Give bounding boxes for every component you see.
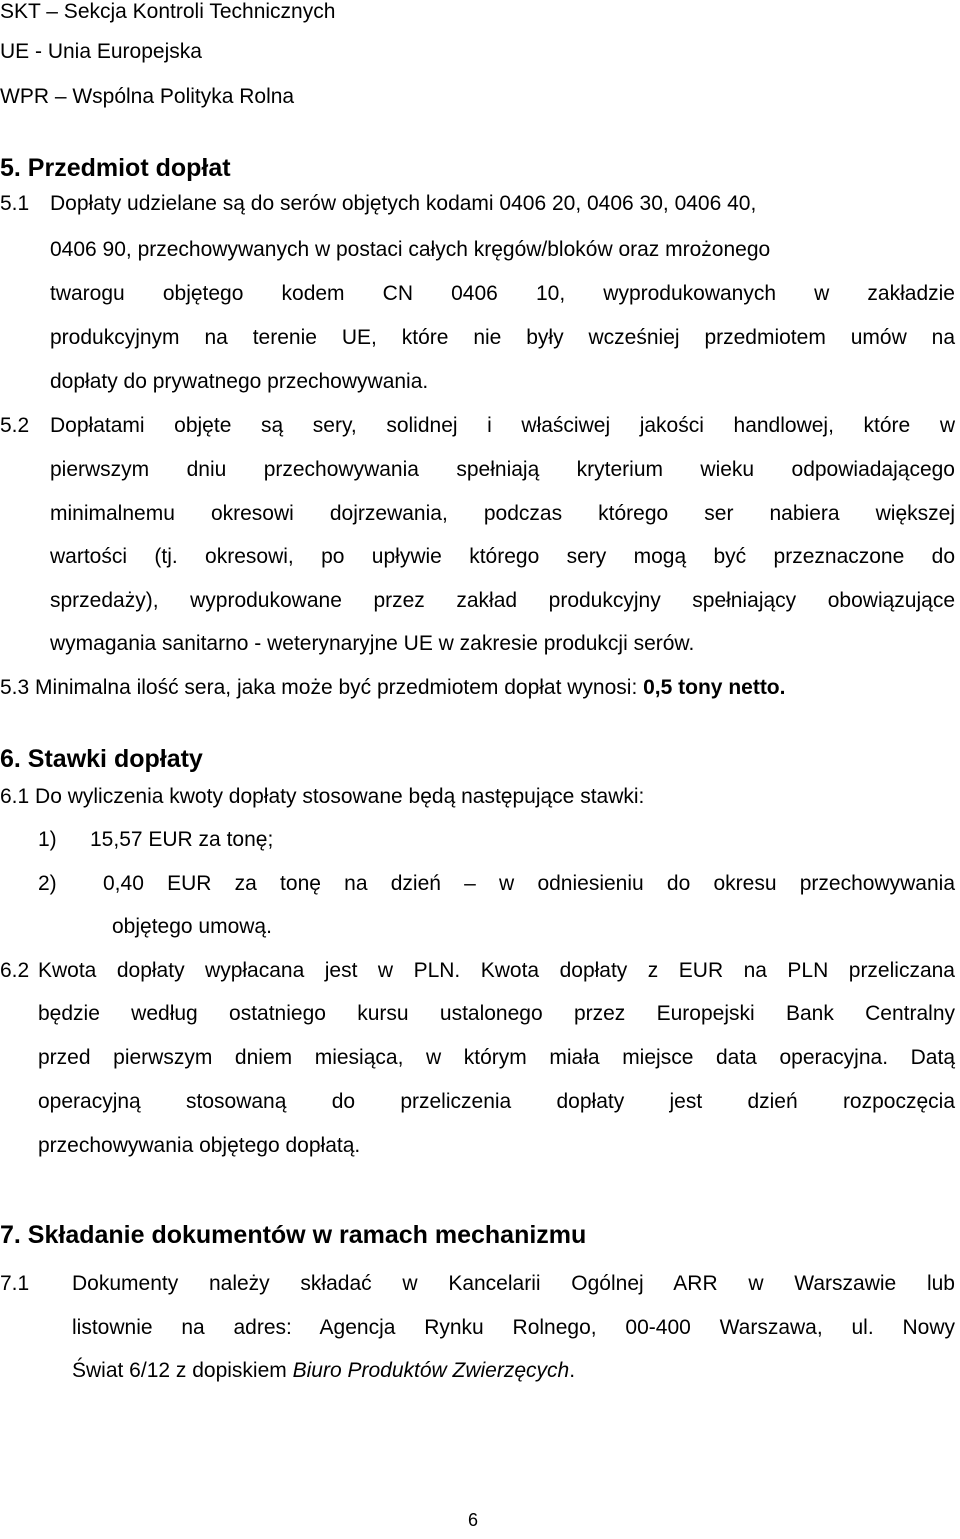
para-7-1-line: Dokumenty należy składać w Kancelarii Ogólnej ARR w Warszawie lub <box>72 1272 955 1295</box>
para-7-1-last-line <box>72 1349 575 1393</box>
para-7-1-italic: Biuro Produktów Zwierzęcych <box>292 1359 570 1382</box>
para-6-1-text: Do wyliczenia kwoty dopłaty stosowane będą następujące stawki: <box>35 785 645 808</box>
section5-heading: 5. Przedmiot dopłat <box>0 154 231 182</box>
abbrev-skt: SKT – Sekcja Kontroli Technicznych <box>0 0 336 23</box>
para-5-1-line: twarogu objętego kodem CN 0406 10, wyprodukowanych w zakładzie <box>50 282 955 305</box>
para-6-2-line: przechowywania objętego dopłatą. <box>38 1134 361 1157</box>
list-item-text: 0,40 EUR za tonę na dzień – w odniesieniu do okresu przechowywania <box>103 872 955 895</box>
para-5-1-line: produkcyjnym na terenie UE, które nie były wcześniej przedmiotem umów na <box>50 326 955 349</box>
para-7-1-last-prefix: Świat 6/12 z dopiskiem <box>72 1359 293 1382</box>
para-5-2-line: wartości (tj. okresowi, po upływie którego sery mogą być przeznaczone do <box>50 545 955 568</box>
para-6-2-number: 6.2 <box>0 959 30 982</box>
para-5-1-line: dopłaty do prywatnego przechowywania. <box>50 370 429 393</box>
section6-heading: 6. Stawki dopłaty <box>0 745 203 773</box>
abbrev-ue: UE - Unia Europejska <box>0 40 202 63</box>
para-6-2-line: Kwota dopłaty wypłacana jest w PLN. Kwota dopłaty z EUR na PLN przeliczana <box>38 959 955 982</box>
para-5-3-text: Minimalna ilość sera, jaka może być przedmiotem dopłat wynosi: <box>35 676 644 699</box>
para-6-1-number: 6.1 <box>0 785 30 808</box>
para-5-2-number: 5.2 <box>0 414 30 437</box>
para-5-1-number: 5.1 <box>0 192 30 215</box>
para-5-2-line: wymagania sanitarno - weterynaryjne UE w zakresie produkcji serów. <box>50 632 695 655</box>
list-item-number: 2) <box>38 872 57 895</box>
para-5-2-line: minimalnemu okresowi dojrzewania, podczas którego ser nabiera większej <box>50 502 955 525</box>
list-item-number: 1) <box>38 828 57 851</box>
para-5-1-line: 0406 90, przechowywanych w postaci całych kręgów/bloków oraz mrożonego <box>50 238 771 261</box>
para-5-3-bold: 0,5 tony netto. <box>643 676 786 699</box>
para-7-1-number: 7.1 <box>0 1272 30 1295</box>
section7-heading: 7. Składanie dokumentów w ramach mechanizmu <box>0 1221 587 1249</box>
list-item-text: objętego umową. <box>112 915 272 938</box>
para-5-2-line: sprzedaży), wyprodukowane przez zakład produkcyjny spełniający obowiązujące <box>50 589 955 612</box>
para-7-1-line: listownie na adres: Agencja Rynku Rolnego, 00-400 Warszawa, ul. Nowy <box>72 1316 955 1339</box>
para-7-1-last-suffix: . <box>569 1359 576 1382</box>
para-6-2-line: operacyjną stosowaną do przeliczenia dopłaty jest dzień rozpoczęcia <box>38 1090 955 1113</box>
para-5-3 <box>0 666 785 710</box>
para-5-2-line: pierwszym dniu przechowywania spełniają kryterium wieku odpowiadającego <box>50 458 955 481</box>
para-5-2-line: Dopłatami objęte są sery, solidnej i właściwej jakości handlowej, które w <box>50 414 955 437</box>
para-6-2-line: będzie według ostatniego kursu ustalonego przez Europejski Bank Centralny <box>38 1002 955 1025</box>
para-6-2-line: przed pierwszym dniem miesiąca, w którym miała miejsce data operacyjna. Datą <box>38 1046 955 1069</box>
list-item-text: 15,57 EUR za tonę; <box>90 828 274 851</box>
para-5-1-line: Dopłaty udzielane są do serów objętych kodami 0406 20, 0406 30, 0406 40, <box>50 192 757 215</box>
para-6-1 <box>0 775 644 819</box>
page-number: 6 <box>468 1510 479 1530</box>
para-5-3-number: 5.3 <box>0 676 30 699</box>
abbrev-wpr: WPR – Wspólna Polityka Rolna <box>0 85 295 108</box>
